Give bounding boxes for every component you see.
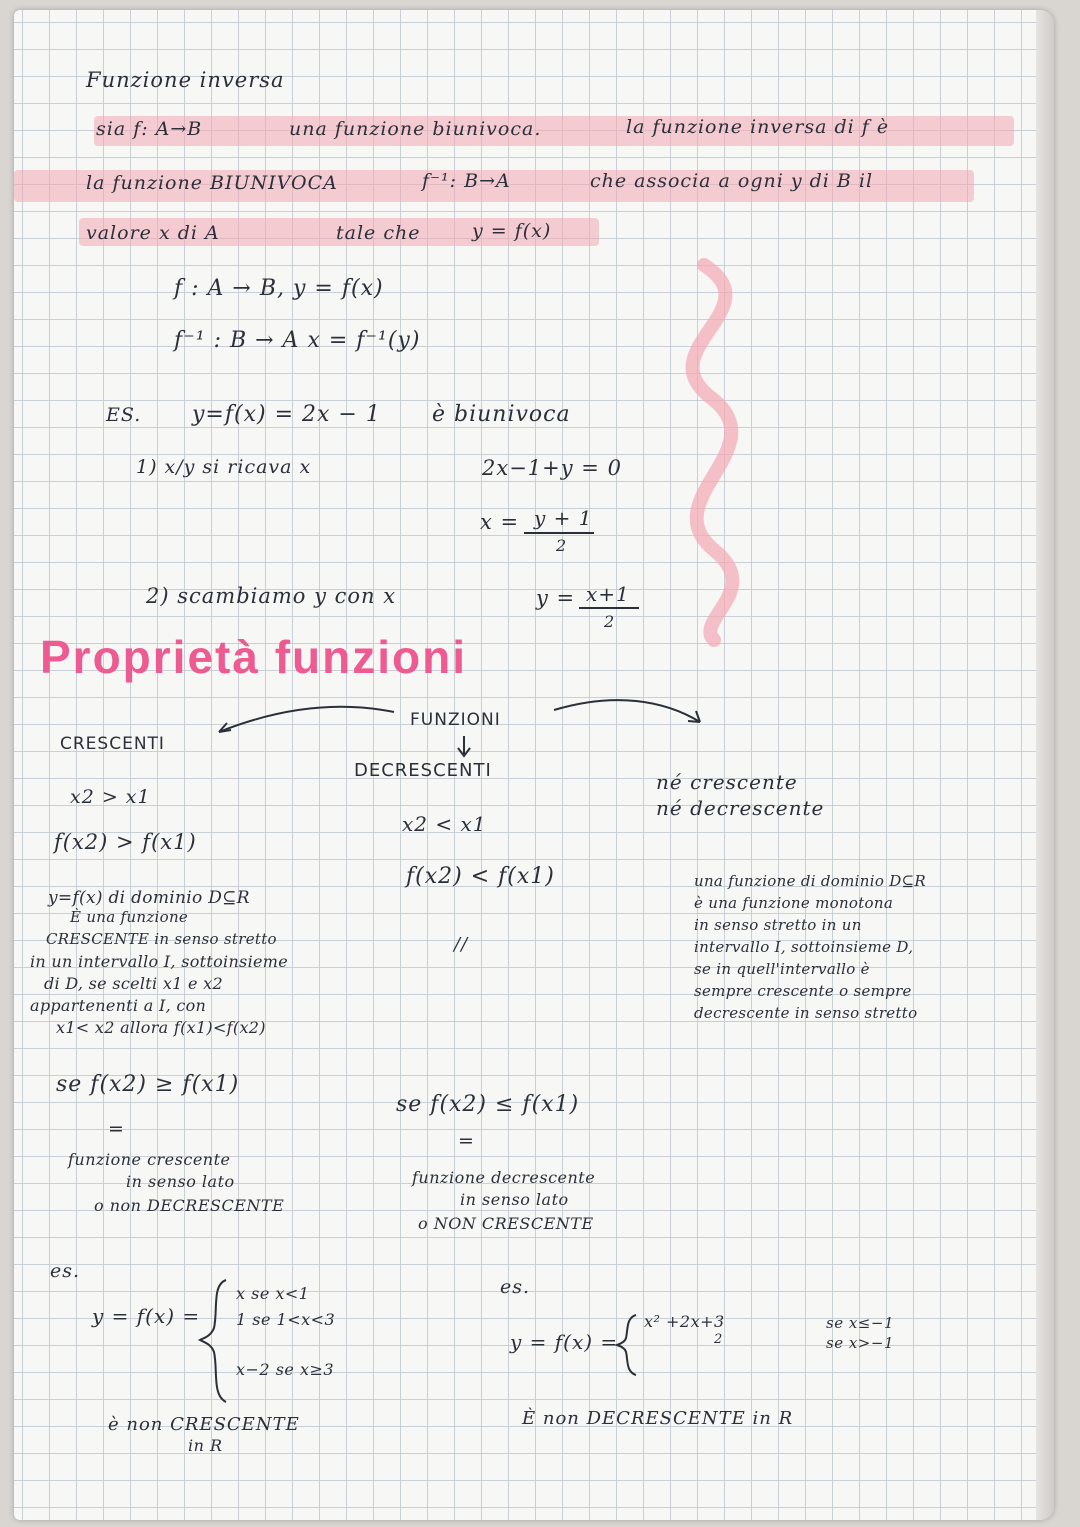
crescenti-def-line: È una funzione xyxy=(70,908,189,926)
monotona-def-line: sempre crescente o sempre xyxy=(694,982,912,1000)
decrescenti-x: x2 < x1 xyxy=(402,812,487,836)
example-eq2-num: y + 1 xyxy=(534,506,593,530)
monotona-def-line: una funzione di dominio D⊆R xyxy=(694,872,927,890)
decrescenti-lato-result: o NON CRESCENTE xyxy=(418,1214,594,1233)
left-example-lhs: y = f(x) = xyxy=(92,1304,201,1328)
right-example-label: es. xyxy=(500,1276,531,1298)
inverse-line1b: una funzione biunivoca. xyxy=(289,118,542,140)
right-example-case1: x² +2x+3 xyxy=(644,1312,725,1331)
monotona-def-line: intervallo I, sottoinsieme D, xyxy=(694,938,914,956)
monotona-def-line: in senso stretto in un xyxy=(694,916,862,934)
crescenti-def-line: appartenenti a I, con xyxy=(30,996,207,1015)
inverse-line3c: y = f(x) xyxy=(472,220,552,242)
crescenti-lato-condition: se f(x2) ≥ f(x1) xyxy=(56,1072,240,1097)
decrescenti-lato-result: in senso lato xyxy=(460,1190,569,1209)
inverse-line2b: f⁻¹: B→A xyxy=(422,170,511,192)
crescenti-lato-result: in senso lato xyxy=(126,1172,235,1191)
example-eq2-den: 2 xyxy=(556,536,568,555)
inverse-formula1: f : A → B, y = f(x) xyxy=(174,276,384,301)
neither-heading1: né crescente xyxy=(656,770,798,794)
page-edge xyxy=(1036,10,1054,1520)
example-biunivoca: è biunivoca xyxy=(432,402,571,427)
center-funzioni: FUNZIONI xyxy=(410,710,501,730)
inverse-line1c: la funzione inversa di f è xyxy=(626,116,890,138)
right-example-note: È non DECRESCENTE in R xyxy=(522,1408,794,1429)
inverse-formula2: f⁻¹ : B → A x = f⁻¹(y) xyxy=(174,328,421,353)
arrow-to-decrescenti xyxy=(458,736,470,756)
crescenti-def-line: y=f(x) di dominio D⊆R xyxy=(48,888,250,908)
crescenti-lato-equals: = xyxy=(108,1118,125,1140)
inverse-heading: Funzione inversa xyxy=(86,68,285,92)
arrow-to-neither xyxy=(554,700,700,722)
example-step1: 1) x/y si ricava x xyxy=(136,456,312,478)
inverse-line1a: sia f: A→B xyxy=(96,118,203,140)
example-eq1: 2x−1+y = 0 xyxy=(482,456,622,480)
inverse-line3a: valore x di A xyxy=(86,222,220,244)
decrescenti-lato-condition: se f(x2) ≤ f(x1) xyxy=(396,1092,580,1117)
left-example-note1: è non CRESCENTE xyxy=(108,1414,300,1435)
inverse-line2c: che associa a ogni y di B il xyxy=(590,170,874,192)
crescenti-x: x2 > x1 xyxy=(70,786,151,808)
right-example-cond1: se x≤−1 xyxy=(826,1314,894,1332)
example-eq3-den: 2 xyxy=(604,612,616,631)
decrescenti-equiv: // xyxy=(454,934,469,955)
inverse-line3b: tale che xyxy=(336,222,421,244)
crescenti-def-line: x1< x2 allora f(x1)<f(x2) xyxy=(56,1018,266,1037)
decrescenti-heading: DECRESCENTI xyxy=(354,760,492,781)
example-eq2-lhs: x = xyxy=(480,510,520,534)
monotona-def-line: decrescente in senso stretto xyxy=(694,1004,918,1022)
example-label: ES. xyxy=(106,404,142,426)
crescenti-lato-result: funzione crescente xyxy=(68,1150,231,1169)
left-example-case: 1 se 1<x<3 xyxy=(236,1310,336,1329)
monotona-def-line: è una funzione monotona xyxy=(694,894,894,912)
crescenti-f: f(x2) > f(x1) xyxy=(54,830,197,854)
example-eq3-num: x+1 xyxy=(586,582,630,606)
notebook-page xyxy=(14,10,1054,1520)
left-example-case: x−2 se x≥3 xyxy=(236,1360,335,1379)
pink-wave-decoration xyxy=(693,265,733,640)
right-example-lhs: y = f(x) = xyxy=(510,1330,619,1354)
properties-title: Proprietà funzioni xyxy=(40,631,467,683)
left-example-note2: in R xyxy=(188,1436,223,1455)
decrescenti-f: f(x2) < f(x1) xyxy=(406,864,555,889)
left-example-label: es. xyxy=(50,1260,81,1282)
inverse-line2a: la funzione BIUNIVOCA xyxy=(86,172,338,194)
left-example-case: x se x<1 xyxy=(236,1284,310,1303)
crescenti-heading: CRESCENTI xyxy=(60,734,165,754)
right-example-cond2: se x>−1 xyxy=(826,1334,894,1352)
neither-heading2: né decrescente xyxy=(656,796,825,820)
example-step2: 2) scambiamo y con x xyxy=(146,584,397,608)
decrescenti-lato-equals: = xyxy=(458,1130,475,1152)
decrescenti-lato-result: funzione decrescente xyxy=(412,1168,596,1187)
crescenti-lato-result: o non DECRESCENTE xyxy=(94,1196,285,1215)
crescenti-def-line: di D, se scelti x1 e x2 xyxy=(44,974,223,993)
example-function: y=f(x) = 2x − 1 xyxy=(192,402,381,427)
right-example-case1-den: 2 xyxy=(714,1332,723,1347)
monotona-def-line: se in quell'intervallo è xyxy=(694,960,870,978)
arrow-to-crescenti xyxy=(219,707,394,732)
example-eq3-lhs: y = xyxy=(536,586,576,610)
crescenti-def-line: CRESCENTE in senso stretto xyxy=(46,930,277,948)
crescenti-def-line: in un intervallo I, sottoinsieme xyxy=(30,952,288,971)
right-brace xyxy=(617,1315,636,1375)
left-brace xyxy=(200,1280,226,1402)
